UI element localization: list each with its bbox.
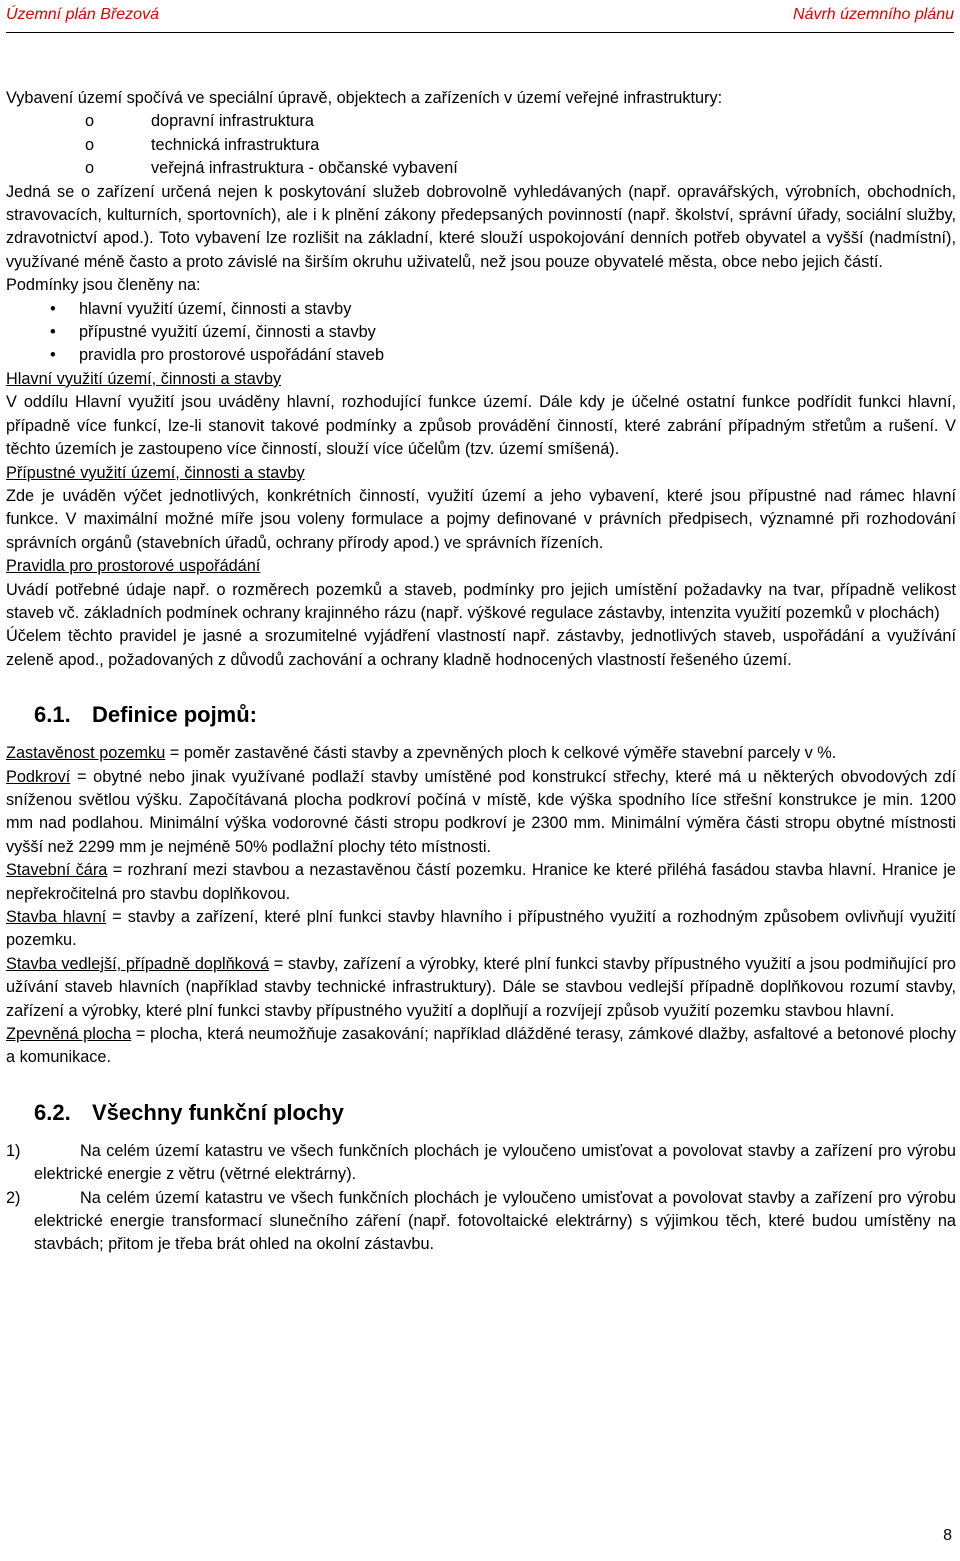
list-marker: o xyxy=(85,112,95,131)
bullet-item: • přípustné využití území, činnosti a stavby xyxy=(6,321,956,344)
definition-term: Podkroví xyxy=(6,767,71,786)
bullet-marker: • xyxy=(50,323,56,342)
definition: Stavba vedlejší, případně doplňková = stavby, zařízení a výrobky, které plní funkci stavby přípustného využití a jsou podmiňující pro užívání staveb hlavních (například stavby technické infrastruktury). Dále se stavbou vedlejší případně doplňkovou rozumí stavby, zařízení a výrobky, které plní funkci stavby přípustného využití a doplňují a rozvíjejí způsob využití pozemku stavbou hlavní. xyxy=(6,954,956,1020)
definition: Stavba hlavní = stavby a zařízení, které plní funkci stavby hlavního i přípustného využití a rozhodným způsobem ovlivňují využití pozemku. xyxy=(6,908,956,950)
definition-term: Stavba hlavní xyxy=(6,908,107,926)
section-text: V oddílu Hlavní využití jsou uváděny hlavní, rozhodující funkce území. Dále kdy je účelné ostatní funkce podřídit funkci hlavní, případně více funkcí, lze-li stanovit takové podmínky a způsob provádění činností, které zabrání případným střetům a rušení. V těchto územích je zastoupeno více činností, slouží více účelům (tzv. území smíšená). xyxy=(6,393,956,459)
section-heading: Hlavní využití území, činnosti a stavby xyxy=(6,369,282,388)
list-item: o veřejná infrastruktura - občanské vybavení xyxy=(6,157,956,180)
definition-term: Stavební čára xyxy=(6,861,108,880)
section-text: Účelem těchto pravidel je jasné a srozumitelné vyjádření vlastností např. zástavby, jednotlivých staveb, uspořádání a využívání zeleně apod., požadovaných z důvodů zachování a ochrany kladně hodnocených vlastností řešeného území. xyxy=(6,627,956,669)
bullet-item: • pravidla pro prostorové uspořádání staveb xyxy=(6,344,956,367)
bullet-marker: • xyxy=(50,299,56,318)
section-heading: Přípustné využití území, činnosti a stavby xyxy=(6,463,305,482)
header-document-subtitle: Návrh územního plánu xyxy=(793,6,954,23)
page-header xyxy=(6,4,954,33)
infrastructure-list xyxy=(6,110,956,180)
section-text: Zde je uváděn výčet jednotlivých, konkrétních činností, využití území a jeho vybavení, které jsou přípustné nad rámec hlavní funkce. V maximální možné míře jsou voleny formulace a pojmy definované v právních předpisech, významné při rozhodování správních orgánů (stavebních úřadů, ochrany přírody apod.) ve správních řízeních. xyxy=(6,486,956,552)
page-number: 8 xyxy=(943,1527,952,1544)
conditions-list xyxy=(6,298,956,368)
body-paragraph: Jedná se o zařízení určená nejen k poskytování služeb dobrovolně vyhledávaných (např. opravářských, výrobních, obchodních, stravovacích, kulturních, sportovních), ale i k plnění zákony předepsaných povinností (např. školství, správní úřady, sociální služby, zdravotnictví apod.). Toto vybavení lze rozlišit na základní, které slouží uspokojování denních potřeb obyvatel a vyšší (nadmístní), využívané méně často a proto závislé na širším okruhu uživatelů, než jsou pouze obyvatelé města, obce nebo jejich částí. xyxy=(6,182,956,271)
list-item: 2) Na celém území katastru ve všech funkčních plochách je vyloučeno umisťovat a povolovat stavby a zařízení pro výrobu elektrické energie transformací slunečního záření (např. fotovoltaické elektrárny) s výjimkou těch, které budou umístěny na stavbách; přitom je třeba brát ohled na okolní zástavbu. xyxy=(6,1188,956,1254)
bullet-item: • hlavní využití území, činnosti a stavby xyxy=(6,298,956,321)
definition: Stavební čára = rozhraní mezi stavbou a nezastavěnou částí pozemku. Hranice ke které přiléhá fasádou stavba hlavní. Hranice je nepřekročitelná pro stavbu doplňkovou. xyxy=(6,861,956,903)
definition: Zpevněná plocha = plocha, která neumožňuje zasakování; například dlážděné terasy, zámkové dlažby, asfaltové a betonové plochy a komunikace. xyxy=(6,1025,957,1067)
page-content xyxy=(6,87,956,1257)
list-marker: o xyxy=(85,159,95,178)
header-document-title: Územní plán Březová xyxy=(6,6,159,23)
section-6-1-heading: 6.1. Definice pojmů: xyxy=(34,702,258,728)
list-item: 1) Na celém území katastru ve všech funkčních plochách je vyloučeno umisťovat a povolovat stavby a zařízení pro výrobu elektrické energie z větru (větrné elektrárny). xyxy=(6,1141,956,1184)
conditions-intro: Podmínky jsou členěny na: xyxy=(6,276,201,295)
list-item: o technická infrastruktura xyxy=(6,134,956,157)
definition-term: Stavba vedlejší, případně doplňková xyxy=(6,954,270,973)
definition: Zastavěnost pozemku = poměr zastavěné části stavby a zpevněných ploch k celkové výměře stavební parcely v %. xyxy=(6,744,837,763)
section-6-2-heading: 6.2. Všechny funkční plochy xyxy=(34,1099,344,1125)
definition: Podkroví = obytné nebo jinak využívané podlaží stavby umístěné pod konstrukcí střechy, které má u některých obvodových zdí sníženou světlou výšku. Započítávaná plocha podkroví počíná v místě, kde výška spodního líce střešní konstrukce je min. 1200 mm nad podlahou. Minimální výška vodorovné části stropu podkroví je 2300 mm. Minimální výměra části stropu obytné místnosti vyšší než 2299 mm je nejméně 50% podlažní plochy této místnosti. xyxy=(6,767,956,856)
section-heading: Pravidla pro prostorové uspořádání xyxy=(6,557,261,576)
section-text: Uvádí potřebné údaje např. o rozměrech pozemků a staveb, podmínky pro jejich umístění požadavky na tvar, případně velikost staveb vč. základních podmínek ochrany krajinného rázu (např. výškové regulace zástavby, intenzita využití pozemků v plochách) xyxy=(6,580,956,622)
intro-paragraph: Vybavení území spočívá ve speciální úpravě, objektech a zařízeních v území veřejné infrastruktury: xyxy=(6,89,723,107)
item-number: 1) xyxy=(6,1141,21,1160)
bullet-marker: • xyxy=(50,346,56,365)
item-number: 2) xyxy=(6,1188,21,1207)
list-item: o dopravní infrastruktura xyxy=(6,110,956,133)
definition-term: Zastavěnost pozemku xyxy=(6,744,166,763)
list-marker: o xyxy=(85,135,95,154)
numbered-list xyxy=(6,1140,956,1257)
definition-term: Zpevněná plocha xyxy=(6,1025,132,1044)
